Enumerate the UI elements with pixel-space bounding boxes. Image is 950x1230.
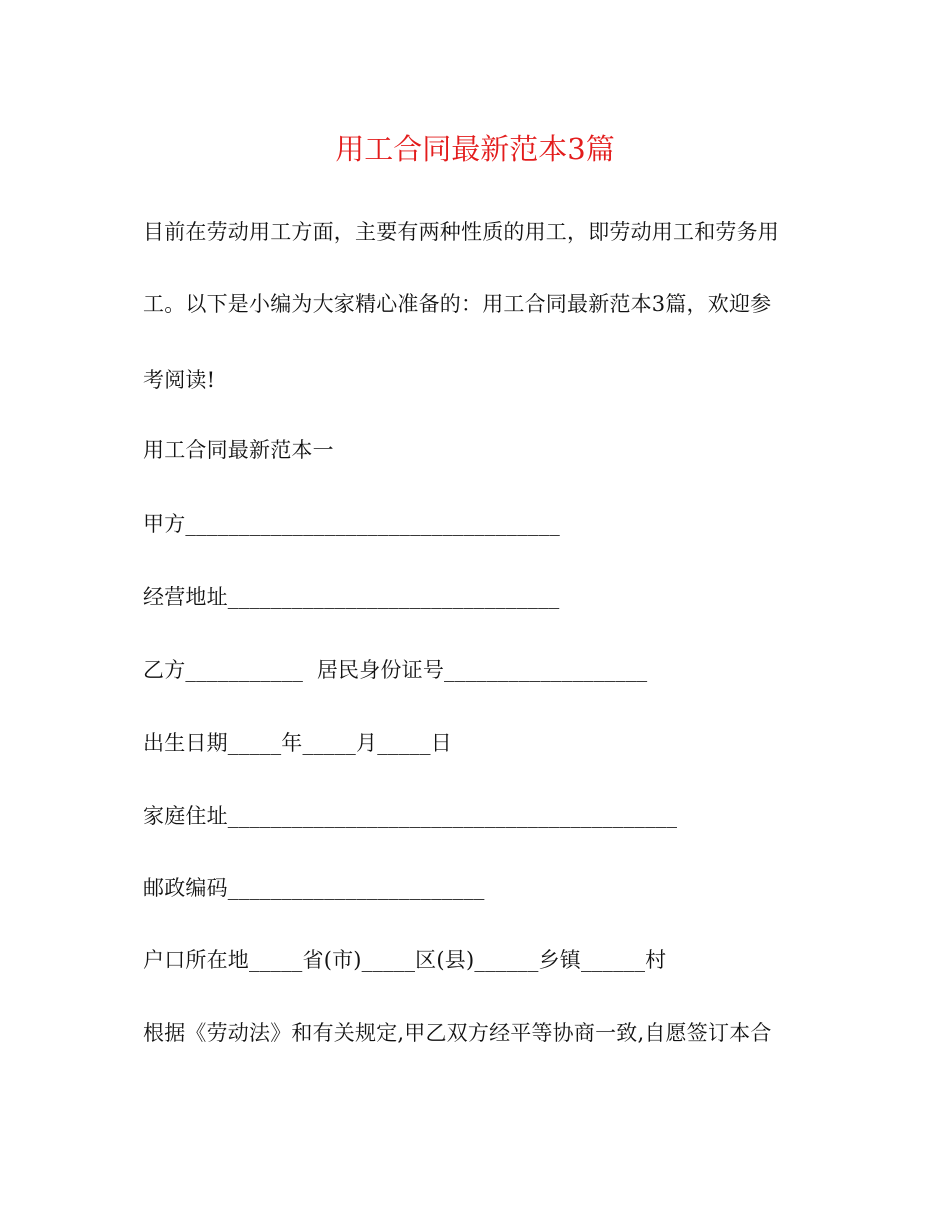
document-title: 用工合同最新范本3篇 (335, 132, 615, 166)
contract-basis-line: 根据《劳动法》和有关规定,甲乙双方经平等协商一致,自愿签订本合 (143, 1021, 772, 1045)
intro-line-2: 工。以下是小编为大家精心准备的：用工合同最新范本3篇，欢迎参 (143, 292, 772, 316)
party-a-field: 甲方___________________________________ (143, 512, 560, 536)
intro-line-3: 考阅读! (143, 368, 216, 392)
party-b-id-field: 乙方___________ 居民身份证号___________________ (143, 658, 648, 682)
intro-line-1: 目前在劳动用工方面，主要有两种性质的用工，即劳动用工和劳务用 (143, 220, 779, 244)
business-address-field: 经营地址_______________________________ (143, 585, 560, 609)
household-registration-field: 户口所在地_____省(市)_____区(县)______乡镇______村 (143, 948, 667, 972)
section-heading: 用工合同最新范本一 (143, 438, 334, 462)
postal-code-field: 邮政编码________________________ (143, 876, 485, 900)
home-address-field: 家庭住址__________________________________________ (143, 804, 678, 828)
birth-date-field: 出生日期_____年_____月_____日 (143, 731, 452, 755)
